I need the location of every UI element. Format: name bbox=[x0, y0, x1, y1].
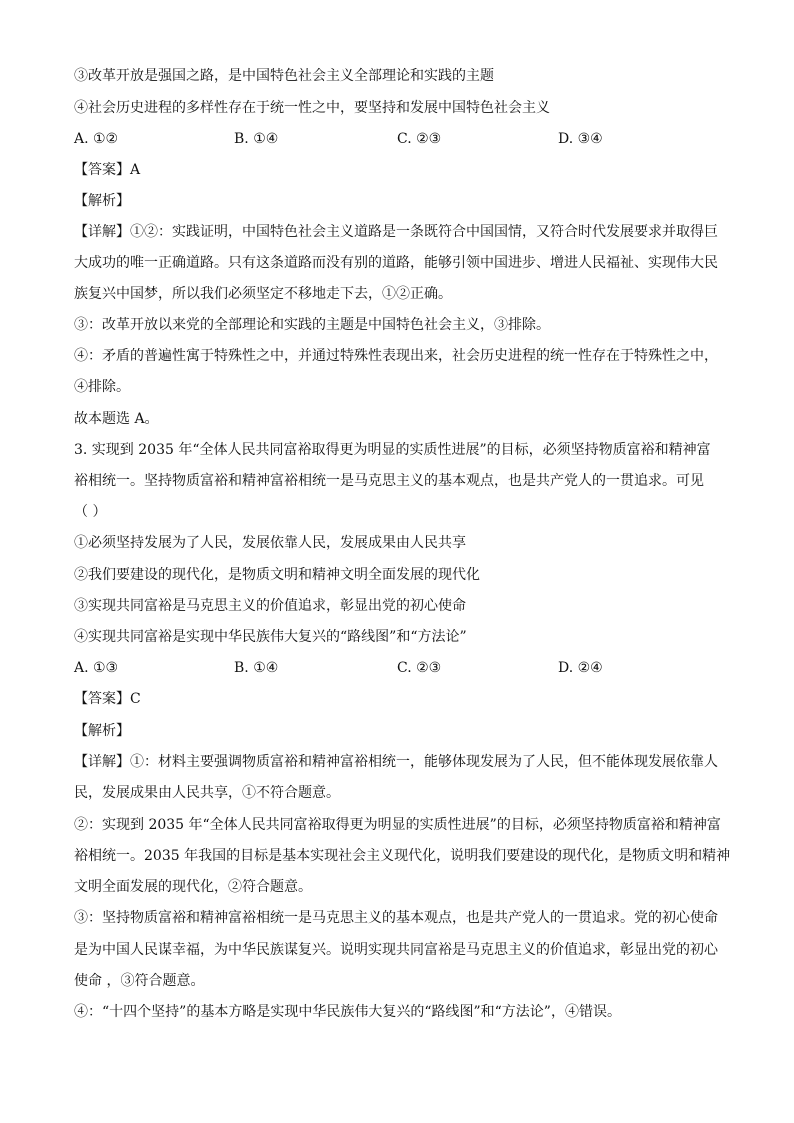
q3-detail-line: 【详解】①：材料主要强调物质富裕和精神富裕相统一，能够体现发展为了人民，但不能体现发展依靠人 bbox=[74, 754, 718, 770]
q2-detail-line: ④排除。 bbox=[74, 379, 130, 395]
q3-stem-line: 裕相统一。坚持物质富裕和精神富裕相统一是马克思主义的基本观点，也是共产党人的一贯追求。可见 bbox=[74, 473, 704, 489]
q3-statement-1: ①必须坚持发展为了人民，发展依靠人民，发展成果由人民共享 bbox=[74, 535, 466, 551]
q2-detail-line: ④：矛盾的普遍性寓于特殊性之中，并通过特殊性表现出来，社会历史进程的统一性存在于特殊性之中， bbox=[74, 348, 718, 364]
q3-stem-blank: （ ） bbox=[74, 504, 107, 520]
q3-option-b: B. ①④ bbox=[234, 660, 279, 676]
q2-conclusion: 故本题选 A。 bbox=[74, 411, 159, 427]
q2-analysis-label: 【解析】 bbox=[74, 193, 130, 209]
q2-options bbox=[74, 129, 724, 149]
q2-statement-4: ④社会历史进程的多样性存在于统一性之中，要坚持和发展中国特色社会主义 bbox=[74, 100, 550, 116]
q3-detail-line: ②：实现到 2035 年“全体人民共同富裕取得更为明显的实质性进展”的目标，必须坚持物质富裕和精神富 bbox=[74, 817, 721, 833]
q3-option-d: D. ②④ bbox=[558, 660, 603, 676]
q3-detail-line: ③：坚持物质富裕和精神富裕相统一是马克思主义的基本观点，也是共产党人的一贯追求。党的初心使命 bbox=[74, 910, 718, 926]
q3-detail-line: 使命 ，③符合题意。 bbox=[74, 973, 205, 989]
q2-option-c: C. ②③ bbox=[397, 131, 442, 147]
q2-option-a: A. ①② bbox=[74, 131, 119, 147]
q2-option-b: B. ①④ bbox=[234, 131, 279, 147]
q2-detail-line: 大成功的唯一正确道路。只有这条道路而没有别的道路，能够引领中国进步、增进人民福祉、实现伟大民 bbox=[74, 255, 718, 271]
q3-detail-line: ④：“十四个坚持”的基本方略是实现中华民族伟大复兴的“路线图”和“方法论”，④错误。 bbox=[74, 1004, 621, 1020]
q3-analysis-label: 【解析】 bbox=[74, 723, 130, 739]
q3-stem-line: 3. 实现到 2035 年“全体人民共同富裕取得更为明显的实质性进展”的目标，必须坚持物质富裕和精神富 bbox=[74, 442, 711, 458]
q3-options bbox=[74, 658, 724, 678]
q2-statement-3: ③改革开放是强国之路，是中国特色社会主义全部理论和实践的主题 bbox=[74, 68, 494, 84]
q3-statement-3: ③实现共同富裕是马克思主义的价值追求，彰显出党的初心使命 bbox=[74, 598, 466, 614]
q3-statement-2: ②我们要建设的现代化，是物质文明和精神文明全面发展的现代化 bbox=[74, 567, 480, 583]
q3-detail-line: 民，发展成果由人民共享，①不符合题意。 bbox=[74, 785, 340, 801]
q3-detail-line: 是为中国人民谋幸福，为中华民族谋复兴。说明实现共同富裕是马克思主义的价值追求，彰显出党的初心 bbox=[74, 942, 718, 958]
q2-option-d: D. ③④ bbox=[558, 131, 603, 147]
q3-detail-line: 文明全面发展的现代化，②符合题意。 bbox=[74, 879, 312, 895]
q3-answer: 【答案】C bbox=[74, 691, 141, 707]
q2-detail-line: 族复兴中国梦，所以我们必须坚定不移地走下去，①②正确。 bbox=[74, 286, 452, 302]
q2-answer: 【答案】A bbox=[74, 162, 141, 178]
q2-detail-line: 【详解】①②：实践证明，中国特色社会主义道路是一条既符合中国国情，又符合时代发展要求并取得巨 bbox=[74, 224, 718, 240]
q2-detail-line: ③：改革开放以来党的全部理论和实践的主题是中国特色社会主义，③排除。 bbox=[74, 317, 550, 333]
q3-detail-line: 裕相统一。2035 年我国的目标是基本实现社会主义现代化，说明我们要建设的现代化，是物质文明和精神 bbox=[74, 848, 731, 864]
q3-option-a: A. ①③ bbox=[74, 660, 119, 676]
q3-option-c: C. ②③ bbox=[397, 660, 442, 676]
q3-statement-4: ④实现共同富裕是实现中华民族伟大复兴的“路线图”和“方法论” bbox=[74, 629, 467, 645]
